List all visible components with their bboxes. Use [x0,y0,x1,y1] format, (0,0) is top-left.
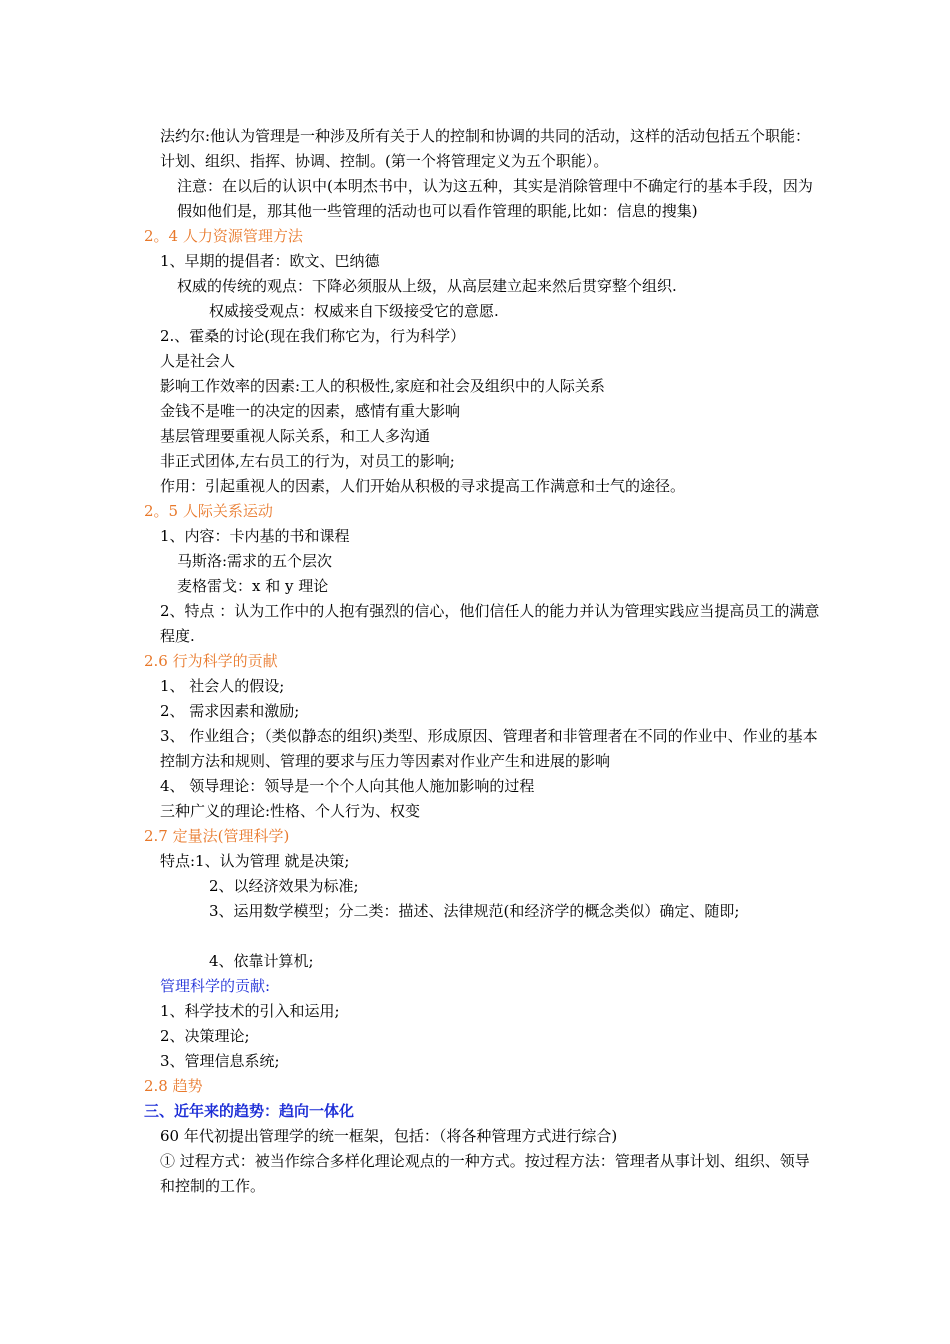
list-item: 特点:1、认为管理 就是决策; [160,852,350,870]
list-item: 2、决策理论; [160,1027,250,1045]
list-item: 1、 社会人的假设; [160,677,285,695]
heading-2-4: 2。4 人力资源管理方法 [144,227,303,245]
list-item: 2、以经济效果为标准; [209,877,359,895]
blank-line [144,924,820,949]
list-item: 金钱不是唯一的决定的因素，感情有重大影响 [160,402,461,420]
paragraph-note: 注意：在以后的认识中(本明杰书中，认为这五种，其实是消除管理中不确定行的基本手段，因为假如他们是，那其他一些管理的活动也可以看作管理的职能,比如：信息的搜集) [177,177,813,220]
list-item: 人是社会人 [160,352,236,370]
list-item: 非正式团体,左右员工的行为，对员工的影响; [160,452,455,470]
heading-section-3: 三、近年来的趋势：趋向一体化 [144,1102,355,1120]
list-item: 基层管理要重视人际关系，和工人多沟通 [160,427,431,445]
list-item: 影响工作效率的因素:工人的积极性,家庭和社会及组织中的人际关系 [160,377,605,395]
list-item: 3、 作业组合；（类似静态的组织)类型、形成原因、管理者和非管理者在不同的作业中、作业的基本控制方法和规则、管理的要求与压力等因素对作业产生和进展的影响 [160,727,818,770]
heading-2-5: 2。5 人际关系运动 [144,502,273,520]
list-item: 60 年代初提出管理学的统一框架，包括：（将各种管理方式进行综合) [160,1127,618,1145]
list-item: 2、 需求因素和激励; [160,702,300,720]
list-item: 1、科学技术的引入和运用; [160,1002,340,1020]
list-item: 4、 领导理论：领导是一个个人向其他人施加影响的过程 [160,777,535,795]
list-item: 1、早期的提倡者：欧文、巴纳德 [160,252,380,270]
subheading-mgmt-contribution: 管理科学的贡献: [160,977,271,995]
document-body [144,124,820,1199]
list-item: 马斯洛:需求的五个层次 [177,552,333,570]
list-item: 4、依靠计算机; [209,952,314,970]
list-item: 权威接受观点：权威来自下级接受它的意愿. [209,302,499,320]
list-item: 3、运用数学模型；分二类：描述、法律规范(和经济学的概念类似）确定、随即; [209,902,740,920]
heading-2-6: 2.6 行为科学的贡献 [144,652,278,670]
list-item: ① 过程方式：被当作综合多样化理论观点的一种方式。按过程方法：管理者从事计划、组织、领导和控制的工作。 [160,1152,810,1195]
list-item: 权威的传统的观点：下降必须服从上级，从高层建立起来然后贯穿整个组织. [177,277,677,295]
list-item: 三种广义的理论:性格、个人行为、权变 [160,802,421,820]
list-item: 1、内容：卡内基的书和课程 [160,527,350,545]
heading-2-8: 2.8 趋势 [144,1077,203,1095]
list-item: 麦格雷戈：x 和 y 理论 [177,577,329,595]
heading-2-7: 2.7 定量法(管理科学) [144,827,290,845]
list-item: 2.、霍桑的讨论(现在我们称它为，行为科学） [160,327,466,345]
list-item: 作用：引起重视人的因素，人们开始从积极的寻求提高工作满意和士气的途径。 [160,477,686,495]
list-item: 2、特点 ：认为工作中的人抱有强烈的信心，他们信任人的能力并认为管理实践应当提高员工的满意程度. [160,602,820,645]
paragraph-fayol: 法约尔:他认为管理是一种涉及所有关于人的控制和协调的共同的活动，这样的活动包括五个职能：计划、组织、指挥、协调、控制。(第一个将管理定义为五个职能）。 [160,127,811,170]
list-item: 3、管理信息系统; [160,1052,280,1070]
